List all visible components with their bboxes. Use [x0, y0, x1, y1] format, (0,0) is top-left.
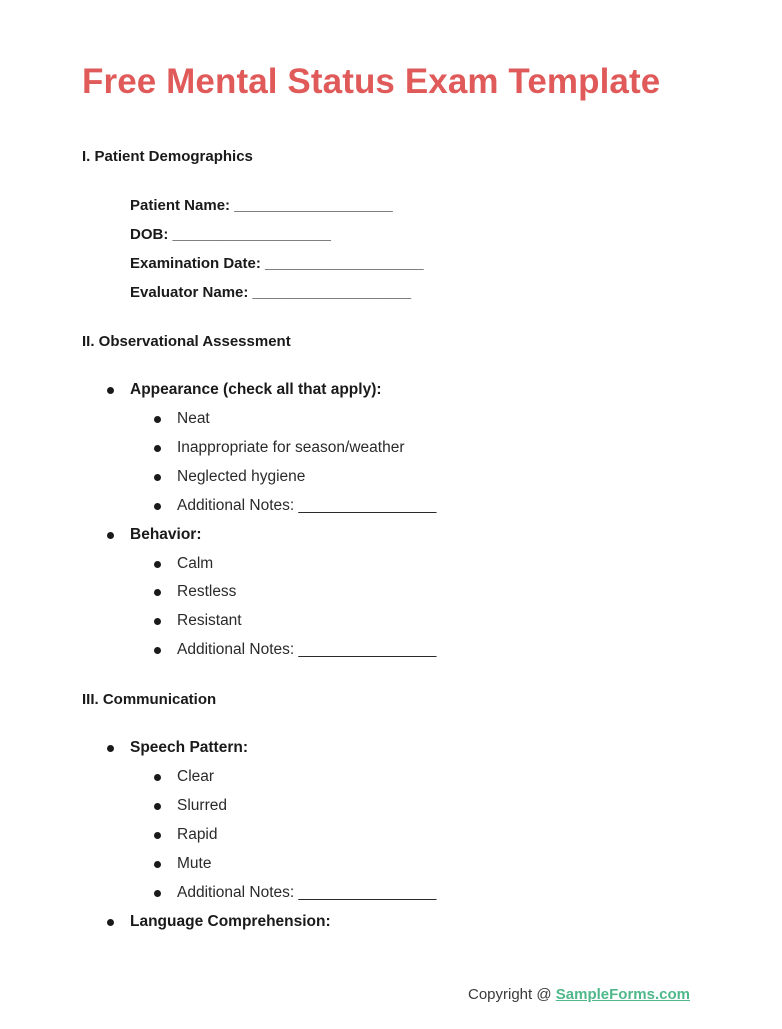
list-item-label: Additional Notes: ________________ [177, 884, 437, 901]
bullet-icon [154, 890, 161, 897]
list-item-label: Calm [177, 555, 214, 572]
bullet-icon [154, 774, 161, 781]
list-item [154, 555, 213, 573]
bullet-icon [154, 503, 161, 510]
list-item-appearance [107, 381, 382, 399]
list-item [154, 768, 214, 786]
list-item-language-comprehension [107, 913, 331, 931]
field-patient-name: Patient Name: ___________________ [130, 197, 393, 214]
bullet-icon [107, 532, 114, 539]
list-item-label: Behavior: [130, 526, 202, 543]
list-item [154, 468, 305, 486]
list-item-label: Mute [177, 855, 212, 872]
list-item-label: Rapid [177, 826, 218, 843]
bullet-icon [154, 647, 161, 654]
bullet-icon [107, 745, 114, 752]
bullet-icon [154, 474, 161, 481]
list-item-label: Speech Pattern: [130, 739, 249, 756]
bullet-icon [154, 861, 161, 868]
section-heading-communication: III. Communication [82, 691, 217, 708]
list-item-speech-pattern [107, 739, 248, 757]
list-item [154, 797, 227, 815]
bullet-icon [154, 803, 161, 810]
list-item-label: Restless [177, 583, 237, 600]
field-examination-date: Examination Date: ___________________ [130, 255, 424, 272]
bullet-icon [107, 919, 114, 926]
page-title: Free Mental Status Exam Template [82, 62, 661, 101]
list-item [154, 410, 210, 428]
bullet-icon [107, 387, 114, 394]
list-item [154, 855, 211, 873]
list-item-label: Neat [177, 410, 210, 427]
section-heading-demographics: I. Patient Demographics [82, 148, 253, 165]
list-item-label: Clear [177, 768, 215, 785]
list-item-label: Slurred [177, 797, 227, 814]
field-dob: DOB: ___________________ [130, 226, 331, 243]
list-item [154, 439, 404, 457]
bullet-icon [154, 832, 161, 839]
list-item [154, 612, 242, 630]
list-item [154, 884, 436, 902]
list-item [154, 826, 218, 844]
field-evaluator-name: Evaluator Name: ___________________ [130, 284, 412, 301]
bullet-icon [154, 561, 161, 568]
sampleforms-link[interactable]: SampleForms.com [555, 986, 690, 1003]
list-item [154, 641, 436, 659]
list-item-label: Additional Notes: ________________ [177, 497, 437, 514]
copyright-text: Copyright @ [468, 986, 556, 1003]
list-item-label: Resistant [177, 612, 242, 629]
bullet-icon [154, 618, 161, 625]
list-item-label: Appearance (check all that apply): [130, 381, 382, 398]
list-item [154, 583, 236, 601]
list-item-label: Neglected hygiene [177, 468, 306, 485]
bullet-icon [154, 589, 161, 596]
list-item-behavior [107, 526, 202, 544]
list-item-label: Inappropriate for season/weather [177, 439, 405, 456]
bullet-icon [154, 416, 161, 423]
list-item-label: Language Comprehension: [130, 913, 331, 930]
list-item [154, 497, 436, 515]
section-heading-observational: II. Observational Assessment [82, 333, 291, 350]
bullet-icon [154, 445, 161, 452]
footer-copyright [468, 986, 690, 1003]
list-item-label: Additional Notes: ________________ [177, 641, 437, 658]
